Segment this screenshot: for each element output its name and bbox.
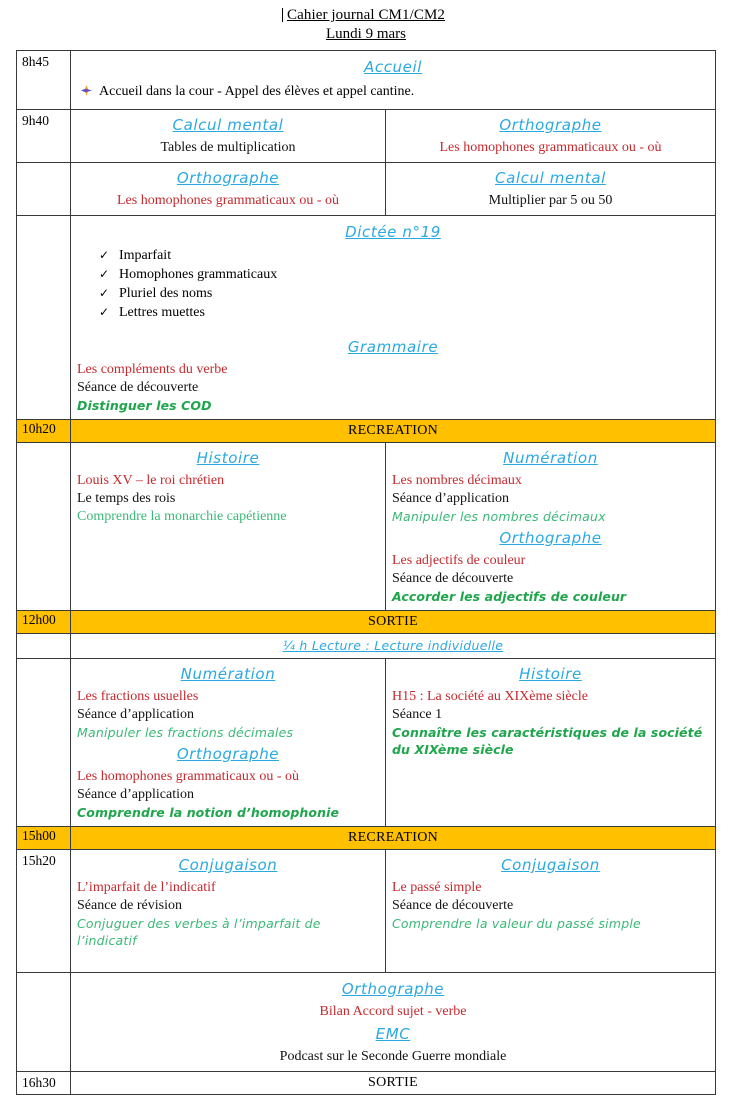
column-cm2 (386, 850, 716, 972)
list-item (77, 246, 709, 265)
topic-text: Les homophones grammaticaux ou - où (77, 769, 300, 784)
subject-emc: EMC (375, 1025, 411, 1043)
subject-dictee: Dictée n°19 (345, 223, 441, 241)
seance-text: Séance d’application (392, 491, 510, 506)
time-cell-empty-5 (17, 659, 71, 827)
time-cell-1630: 16h30 (17, 1072, 71, 1095)
time-cell-1500: 15h00 (17, 827, 71, 850)
subject-conjugaison: Conjugaison (501, 856, 600, 874)
subject-calcul-mental: Calcul mental (495, 169, 606, 187)
column-cm2 (386, 659, 716, 826)
seance-text: Séance de découverte (77, 380, 199, 395)
column-cm1 (71, 443, 386, 610)
column-cm2 (386, 443, 716, 610)
dictee-checklist (77, 246, 709, 322)
seance-text: Séance 1 (392, 707, 443, 722)
detail-text: Tables de multiplication (160, 140, 296, 155)
break-label: SORTIE (368, 614, 418, 629)
content-cell-afternoon2 (71, 850, 716, 973)
time-cell-empty-2 (17, 216, 71, 420)
subject-histoire: Histoire (519, 665, 582, 683)
content-cell-morning2 (71, 163, 716, 216)
column-cm2 (386, 163, 716, 215)
goal-text: Manipuler les fractions décimales (77, 725, 294, 740)
subject-accueil: Accueil (363, 58, 423, 76)
time-cell-0940: 9h40 (17, 110, 71, 163)
subject-orthographe: Orthographe (176, 745, 280, 763)
topic-text: L’imparfait de l’indicatif (77, 880, 216, 895)
list-item-label: Homophones grammaticaux (119, 267, 278, 282)
sortie-label: SORTIE (368, 1075, 418, 1090)
subject-orthographe: Orthographe (499, 529, 602, 547)
accueil-description (77, 81, 709, 104)
detail-text: Bilan Accord sujet - verbe (319, 1004, 467, 1019)
topic-text: Le passé simple (392, 880, 482, 895)
table-row-afternoon2 (17, 850, 716, 973)
detail-text: Multiplier par 5 ou 50 (488, 193, 613, 208)
content-cell-sortie-2 (71, 1072, 716, 1095)
topic-text: Les fractions usuelles (77, 689, 199, 704)
accueil-line-text: Accueil dans la cour - Appel des élèves et appel cantine. (99, 84, 415, 99)
check-icon: ✓ (99, 248, 110, 262)
table-row-dictee (17, 216, 716, 420)
subject-histoire: Histoire (196, 449, 260, 467)
detail-text: Podcast sur le Seconde Guerre mondiale (279, 1049, 507, 1064)
time-cell-empty-4 (17, 634, 71, 659)
content-cell-accueil (71, 51, 716, 110)
column-cm1 (71, 110, 386, 162)
schedule-table (16, 50, 716, 1095)
content-cell-recreation-2 (71, 827, 716, 850)
seance-text: Séance d’application (77, 787, 195, 802)
break-label: RECREATION (347, 423, 439, 438)
time-cell-0845: 8h45 (17, 51, 71, 110)
seance-text: Séance de révision (77, 898, 182, 913)
time-cell-1200: 12h00 (17, 611, 71, 634)
goal-text: Comprendre la valeur du passé simple (392, 916, 641, 931)
subject-numeration: Numération (503, 449, 598, 467)
table-row-recreation-1 (17, 420, 716, 443)
dictee-block (71, 216, 715, 419)
spacer (77, 949, 379, 967)
goal-text: Connaître les caractéristiques de la société du XIXème siècle (392, 725, 703, 757)
time-cell-1020: 10h20 (17, 420, 71, 443)
content-cell-recreation-1 (71, 420, 716, 443)
list-item-label: Lettres muettes (119, 305, 205, 320)
goal-text: Distinguer les COD (77, 398, 212, 413)
table-row-closing (17, 973, 716, 1072)
table-row-recreation-2 (17, 827, 716, 850)
column-cm1 (71, 850, 386, 972)
time-cell-empty-6 (17, 973, 71, 1072)
content-cell-lecture (71, 634, 716, 659)
subject-orthographe: Orthographe (176, 169, 280, 187)
list-item (77, 284, 709, 303)
table-row-accueil (17, 51, 716, 110)
table-row-afternoon1 (17, 659, 716, 827)
column-cm1 (71, 659, 386, 826)
lecture-label: ¼ h Lecture : Lecture individuelle (282, 638, 504, 653)
subject-orthographe: Orthographe (499, 116, 602, 134)
table-row-sortie-1 (17, 611, 716, 634)
closing-block (71, 973, 715, 1071)
list-item-label: Pluriel des noms (119, 286, 213, 301)
goal-text: Comprendre la monarchie capétienne (77, 509, 287, 524)
goal-text: Conjuguer des verbes à l’imparfait de l’indicatif (77, 916, 321, 948)
column-cm1 (71, 163, 386, 215)
check-icon: ✓ (99, 305, 110, 319)
list-item-label: Imparfait (119, 248, 172, 263)
topic-text: Les adjectifs de couleur (392, 553, 526, 568)
time-cell-empty-3 (17, 443, 71, 611)
seance-text: Séance d’application (77, 707, 195, 722)
text-cursor (282, 8, 283, 22)
subject-orthographe: Orthographe (341, 980, 445, 998)
topic-text: Les nombres décimaux (392, 473, 522, 488)
subject-numeration: Numération (180, 665, 276, 683)
goal-text: Comprendre la notion d’homophonie (77, 805, 340, 820)
time-cell-1520: 15h20 (17, 850, 71, 973)
topic-text: H15 : La société au XIXème siècle (392, 689, 588, 704)
table-row-sortie-2 (17, 1072, 716, 1095)
seance-text: Le temps des rois (77, 491, 176, 506)
table-row-morning1 (17, 110, 716, 163)
detail-text: Les homophones grammaticaux ou - où (116, 193, 339, 208)
content-cell-morning1 (71, 110, 716, 163)
two-column-split (71, 850, 715, 972)
list-item (77, 265, 709, 284)
break-label: RECREATION (347, 830, 439, 845)
two-column-split (71, 659, 715, 826)
accueil-block (71, 51, 715, 109)
title-block (0, 0, 732, 43)
topic-text: Les compléments du verbe (77, 362, 228, 377)
content-cell-sortie-1 (71, 611, 716, 634)
page-title-text: Cahier journal CM1/CM2 (286, 7, 446, 23)
seance-text: Séance de découverte (392, 898, 514, 913)
content-cell-afternoon1 (71, 659, 716, 827)
subject-grammaire: Grammaire (347, 338, 439, 356)
page-title (287, 7, 445, 24)
content-cell-closing (71, 973, 716, 1072)
arrow-bullet-icon (81, 85, 92, 96)
check-icon: ✓ (99, 267, 110, 281)
two-column-split (71, 443, 715, 610)
topic-text: Louis XV – le roi chrétien (77, 473, 225, 488)
table-row-midmorning (17, 443, 716, 611)
check-icon: ✓ (99, 286, 110, 300)
spacer (77, 322, 709, 334)
table-row-morning2 (17, 163, 716, 216)
goal-text: Manipuler les nombres décimaux (392, 509, 606, 524)
two-column-split (71, 110, 715, 162)
seance-text: Séance de découverte (392, 571, 514, 586)
table-row-lecture (17, 634, 716, 659)
list-item (77, 303, 709, 322)
detail-text: Les homophones grammaticaux ou - où (439, 140, 662, 155)
goal-text: Accorder les adjectifs de couleur (392, 589, 627, 604)
subject-calcul-mental: Calcul mental (172, 116, 284, 134)
subject-conjugaison: Conjugaison (178, 856, 278, 874)
content-cell-midmorning (71, 443, 716, 611)
time-cell-empty-1 (17, 163, 71, 216)
column-cm2 (386, 110, 716, 162)
content-cell-dictee (71, 216, 716, 420)
two-column-split (71, 163, 715, 215)
page-subtitle: Lundi 9 mars (326, 26, 406, 42)
